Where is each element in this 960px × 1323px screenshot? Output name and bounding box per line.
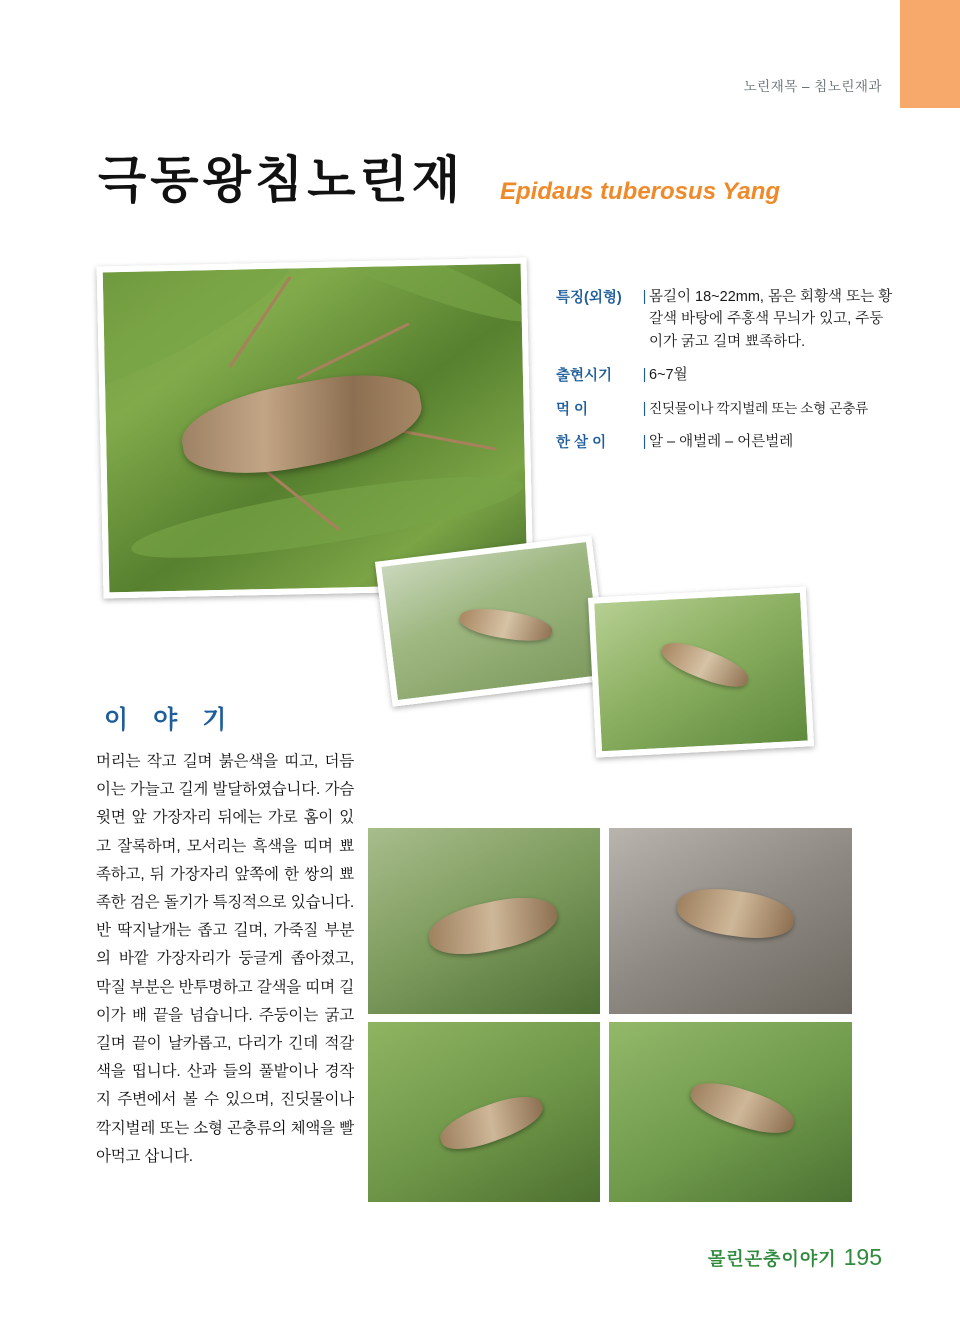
page-number: 195 — [843, 1244, 882, 1270]
fact-separator: | — [642, 434, 647, 451]
leaf-shape — [252, 258, 534, 337]
fact-row — [556, 286, 896, 353]
main-photo — [97, 258, 534, 599]
grid-photo-1 — [368, 828, 600, 1014]
insect-body — [176, 363, 429, 488]
story-body: 머리는 작고 길며 붉은색을 띠고, 더듬이는 가늘고 길게 발달하였습니다. 가슴 윗면 앞 가장자리 뒤에는 가로 홈이 있고 잘록하며, 모서리는 흑색을 띠며 뾰족하고, 뒤 가장자리 앞쪽에 한 쌍의 뾰족한 검은 돌기가 특징적으로 있습니다. 반 딱지날개는 좁고 길며, 가죽질 부분의 바깥 가장자리가 둥글게 좁아졌고, 막질 부분은 반투명하고 갈색을 띠며 길이가 배 끝을 넘습니다. 주둥이는 굵고 길며 끝이 날카롭고, 다리가 긴데 적갈색을 띱니다. 산과 들의 풀밭이나 경작지 주변에서 볼 수 있으며, 진딧물이나 깍지벌레 또는 소형 곤충류의 체액을 빨아먹고 삽니다. — [96, 753, 354, 1165]
fact-row — [556, 398, 896, 420]
insect-body — [657, 636, 752, 695]
story-heading: 이 야 기 — [104, 706, 236, 734]
insect-body — [435, 1088, 548, 1158]
fact-value: 6~7월 — [649, 367, 688, 384]
insect-body — [425, 889, 562, 963]
corner-accent-tab — [900, 0, 960, 108]
grid-photo-2 — [609, 828, 852, 1014]
fact-separator: | — [642, 400, 647, 417]
fact-value: 진딧물이나 깍지벌레 또는 소형 곤충류 — [649, 400, 868, 416]
fact-row — [556, 364, 896, 386]
fact-value: 몸길이 18~22mm, 몸은 회황색 또는 황갈색 바탕에 주홍색 무늬가 있고, 주둥이가 굵고 길며 뾰족하다. — [649, 289, 893, 350]
fact-list — [556, 286, 896, 465]
running-head: 노린재목 – 침노린재과 — [743, 79, 882, 94]
sub-photo-2 — [588, 586, 814, 757]
grid-photo-4 — [609, 1022, 852, 1202]
grid-photo-3 — [368, 1022, 600, 1202]
sub-photo-1 — [375, 535, 609, 706]
fact-row — [556, 431, 896, 453]
footer — [708, 1244, 882, 1271]
insect-body — [458, 604, 554, 645]
fact-value: 알 – 애벌레 – 어른벌레 — [649, 434, 794, 451]
fact-label: 먹 이 — [556, 401, 589, 418]
page-title-latin: Epidaus tuberosus Yang — [500, 178, 781, 205]
insect-leg — [297, 322, 411, 380]
fact-separator: | — [642, 289, 647, 305]
fact-separator: | — [642, 367, 647, 384]
insect-body — [674, 883, 796, 943]
fact-label: 특징(외형) — [556, 290, 622, 306]
fact-label: 한 살 이 — [556, 435, 607, 452]
fact-label: 출현시기 — [556, 368, 613, 385]
leaf-shape — [97, 258, 300, 406]
page-title-korean: 극동왕침노린재 — [98, 152, 465, 208]
insect-body — [686, 1075, 799, 1142]
footer-book-title: 몰린곤충이야기 — [707, 1249, 837, 1269]
